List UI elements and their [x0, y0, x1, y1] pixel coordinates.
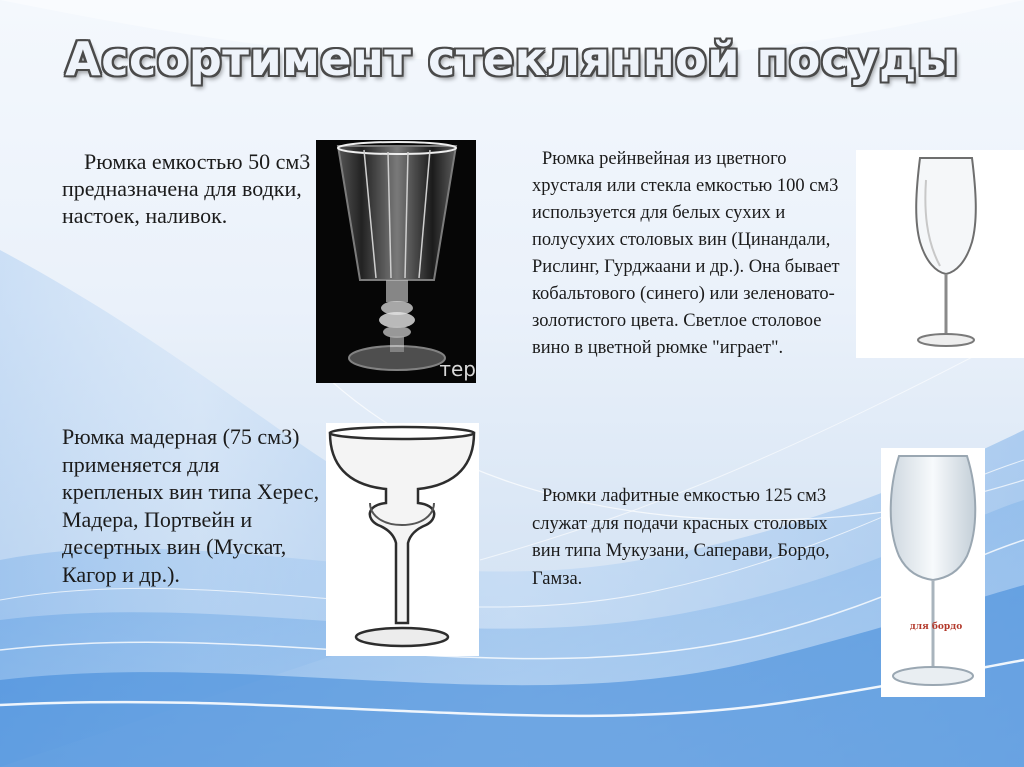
- vodka-glass-photo: [316, 140, 476, 383]
- photo-caption: для бордо: [909, 622, 963, 632]
- lafite-glass-photo: [881, 448, 985, 697]
- lafite-glass-text: Рюмки лафитные емкостью 125 см3 служат для подачи красных столовых вин типа Мукузани, Саперави, Бордо, Гамза.: [532, 486, 830, 589]
- white-wine-glass-icon: [856, 150, 1024, 358]
- rhine-glass-text: Рюмка рейнвейная из цветного хрусталя или стекла емкостью 100 см3 используется для белых сухих и полусухих столовых вин (Цинандали, Рислинг, Гурджаани и др.). Она бывает кобальтового (синего) или зеленовато-золотистого цвета. Светлое столовое вино в цветной рюмке "играет".: [532, 149, 840, 358]
- page-title: Ассортимент стеклянной посуды: [65, 32, 959, 86]
- faceted-shot-glass-icon: [316, 140, 476, 383]
- wide-bowl-glass-icon: [326, 423, 479, 656]
- rhine-glass-photo: [856, 150, 1024, 358]
- bordeaux-glass-icon: [881, 448, 985, 697]
- madeira-glass-text: Рюмка мадерная (75 см3) применяется для крепленых вин типа Херес, Мадера, Портвейн и десертных вин (Мускат, Кагор и др.).: [62, 424, 320, 587]
- madeira-glass-photo: [326, 423, 479, 656]
- vodka-glass-text: Рюмка емкостью 50 см3 предназначена для водки, настоек, наливок.: [62, 149, 311, 228]
- photo-watermark: тер: [439, 357, 476, 381]
